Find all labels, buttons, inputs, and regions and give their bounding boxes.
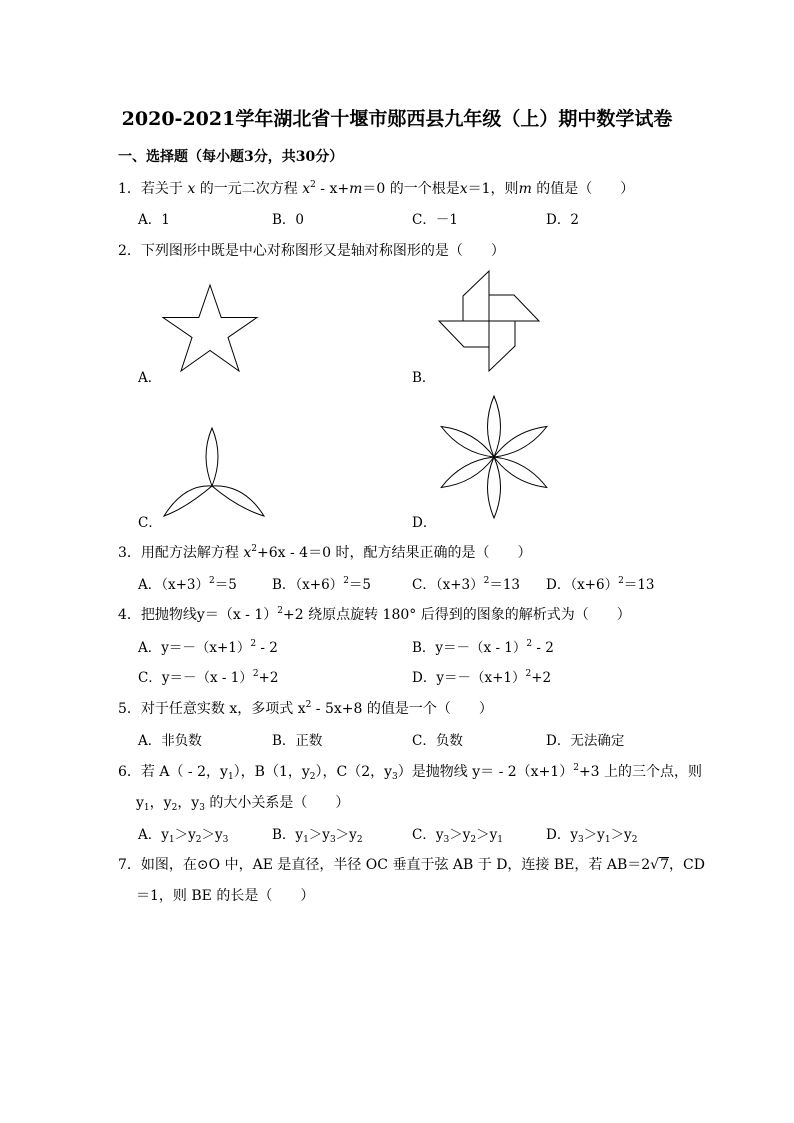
question-2: 2．下列图形中既是中心对称图形又是轴对称图形的是（ ） [118, 243, 505, 259]
question-number: 1． [118, 181, 141, 197]
pinwheel-figure [436, 268, 542, 374]
option-d[interactable]: D．2 [546, 212, 579, 228]
sqrt-symbol: √ [650, 857, 660, 873]
three-petal-figure [160, 424, 268, 522]
option-c[interactable]: C．$(x+3)^2=13$ [412, 576, 521, 593]
question-5: 5．对于任意实数 x，多项式 $x^2 - 5x+8$ 的值是一个（ ） [118, 700, 493, 717]
star-figure [160, 282, 260, 374]
option-b[interactable]: B．$y_1>y_3>y_2$ [272, 827, 363, 845]
question-3: 3．用配方法解方程 $x^2+6x - 4=0$ 时，配方结果正确的是（ ） [118, 544, 532, 561]
option-d[interactable]: D． [412, 515, 437, 531]
question-number: 5． [118, 701, 141, 717]
option-b[interactable]: B．$(x+6)^2=5$ [272, 576, 372, 593]
question-4: 4．把抛物线y＝（x - 1）$^2$+2 绕原点旋转 180° 后得到的图象的解析式为（ ） [118, 606, 631, 623]
question-number: 7． [118, 857, 141, 873]
option-a[interactable]: A．1 [138, 212, 170, 228]
question-1: 1．若关于 x 的一元二次方程 $x^2 - x+m=0$ 的一个根是x＝1，则m 的值是（ ） [118, 180, 635, 197]
sqrt-argument: 7 [660, 857, 669, 873]
option-a[interactable]: A． [138, 370, 162, 386]
option-a[interactable]: A．$(x+3)^2=5$ [138, 576, 237, 593]
option-c[interactable]: C．－1 [412, 212, 458, 228]
option-c[interactable]: C．$y_3>y_2>y_1$ [412, 827, 503, 845]
question-number: 2． [118, 243, 141, 259]
question-number: 6． [118, 764, 141, 780]
option-d[interactable]: D．无法确定 [546, 733, 625, 749]
question-7: 7．如图，在⊙O 中，AE 是直径，半径 OC 垂直于弦 AB 于 D，连接 BE，若 AB＝2√7，CD [118, 857, 705, 873]
option-a[interactable]: A．非负数 [138, 733, 202, 749]
question-number: 4． [118, 607, 141, 623]
question-6: 6．若 A（ - 2，$y_1$），B（1，$y_2$），C（2，$y_3$）是抛物线 $y= - 2(x+1)^2+3$ 上的三个点，则 [118, 763, 703, 782]
option-c[interactable]: C．y＝－（x - 1）$^2$+2 [138, 669, 279, 686]
page-title: 2020-2021学年湖北省十堰市郧西县九年级（上）期中数学试卷 [121, 108, 673, 130]
option-c[interactable]: C． [138, 515, 162, 531]
option-b[interactable]: B．y＝－（x - 1）$^2$ - 2 [412, 639, 554, 656]
option-d[interactable]: D．$(x+6)^2=13$ [546, 576, 655, 593]
question-7-continued: ＝1，则 BE 的长是（ ） [136, 888, 315, 904]
option-d[interactable]: D．$y_3>y_1>y_2$ [546, 827, 638, 845]
section-heading: 一、选择题（每小题3分，共30分） [118, 149, 344, 165]
option-a[interactable]: A．$y=-(x+1)^2 - 2$ [138, 639, 278, 656]
question-6-continued: $y_1$，$y_2$，$y_3$ 的大小关系是（ ） [136, 795, 350, 813]
option-b[interactable]: B．0 [272, 212, 305, 228]
option-d[interactable]: D．$y=-(x+1)^2+2$ [412, 669, 552, 686]
option-a[interactable]: A．$y_1>y_2>y_3$ [138, 827, 229, 845]
question-number: 3． [118, 545, 141, 561]
option-c[interactable]: C．负数 [412, 733, 463, 749]
six-petal-flower-figure [436, 394, 552, 524]
option-b[interactable]: B．正数 [272, 733, 323, 749]
option-b[interactable]: B． [412, 370, 436, 386]
